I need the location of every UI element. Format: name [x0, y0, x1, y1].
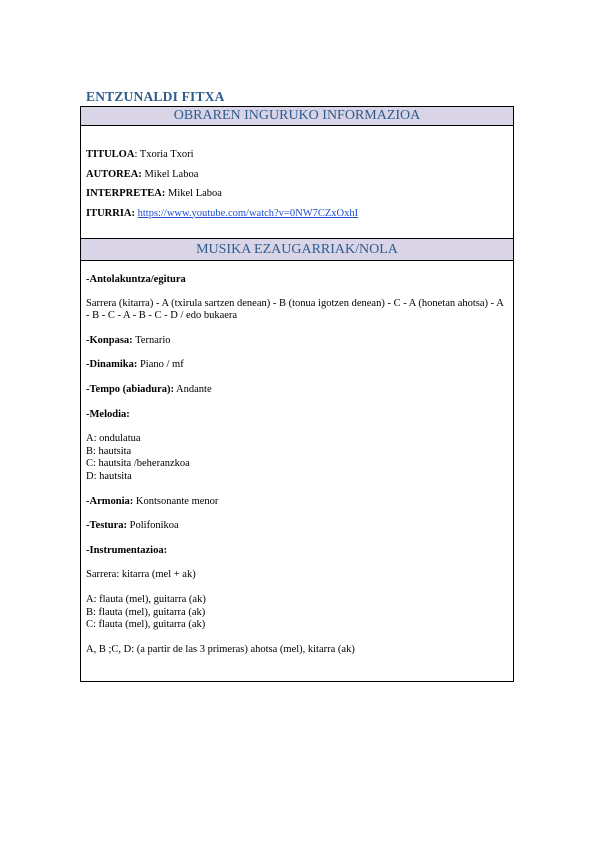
melodia-heading: [86, 409, 507, 422]
listening-sheet-table: [80, 106, 514, 682]
antolakuntza-label: -Antolakuntza/egitura: [86, 274, 186, 285]
info-block: [86, 149, 507, 220]
armonia-label: -Armonia:: [86, 495, 134, 507]
dinamika-label: -Dinamika:: [86, 359, 138, 371]
titulo-value: Txoria Txori: [139, 149, 194, 160]
autorea-row: [86, 169, 507, 189]
dinamika-value: Piano / mf: [137, 359, 184, 371]
titulo-label: TITULOA: [86, 149, 135, 160]
testura-label: -Testura:: [86, 520, 128, 532]
testura-value: Polifonikoa: [127, 520, 179, 532]
tempo-value: Andante: [174, 383, 212, 395]
interpretea-row: [86, 188, 507, 208]
instrumentazioa-heading: [86, 545, 507, 558]
page-title: ENTZUNALDI FITXA: [86, 89, 225, 104]
melodia-item: A: ondulatua: [86, 433, 141, 445]
melodia-label: -Melodia:: [86, 408, 130, 420]
section-header-info: OBRAREN INGURUKO INFORMAZIOA: [81, 106, 513, 126]
instrument-item: B: flauta (mel), guitarra (ak): [86, 606, 206, 618]
section-header-music: MUSIKA EZAUGARRIAK/NOLA: [81, 238, 513, 261]
titulo-row: [86, 149, 507, 169]
melodia-item: C: hautsita /beheranzkoa: [86, 458, 190, 470]
interpretea-value: Mikel Laboa: [165, 188, 222, 199]
autorea-value: Mikel Laboa: [141, 168, 199, 180]
tempo-label: -Tempo (abiadura):: [86, 383, 174, 395]
instrumentazioa-label: -Instrumentazioa:: [86, 544, 168, 556]
instrument-item: A: flauta (mel), guitarra (ak): [86, 593, 206, 605]
youtube-link[interactable]: https://www.youtube.com/watch?v=0NW7CZxOxhI: [137, 207, 359, 219]
testura-row: [86, 520, 507, 533]
konpasa-label: -Konpasa:: [86, 334, 133, 346]
instrument-item: C: flauta (mel), guitarra (ak): [86, 619, 206, 631]
tempo-row: [86, 384, 507, 397]
melodia-item: D: hautsita: [86, 470, 132, 482]
sarrera-text: Sarrera: kitarra (mel + ak): [86, 569, 196, 581]
dinamika-row: [86, 359, 507, 372]
konpasa-row: [86, 335, 507, 348]
antolakuntza-heading: [86, 274, 507, 287]
interpretea-label: INTERPRETEA:: [86, 188, 166, 199]
autorea-label: AUTOREA:: [86, 168, 142, 180]
final-instrumentation-text: A, B ;C, D: (a partir de las 3 primeras) ahotsa (mel), kitarra (ak): [86, 643, 355, 655]
konpasa-value: Ternario: [132, 334, 171, 346]
armonia-value: Kontsonante menor: [133, 495, 219, 507]
armonia-row: [86, 496, 507, 509]
titulo-separator: :: [134, 149, 140, 160]
music-block: [86, 274, 507, 656]
iturria-row: [86, 208, 507, 221]
melodia-item: B: hautsita: [86, 445, 132, 457]
iturria-label: ITURRIA:: [86, 207, 136, 219]
antolakuntza-text: Sarrera (kitarra) - A (txirula sartzen denean) - B (tonua igotzen denean) - C - A (honetan ahotsa) - A - B - C - A - B - C - D / edo bukaera: [86, 297, 504, 322]
